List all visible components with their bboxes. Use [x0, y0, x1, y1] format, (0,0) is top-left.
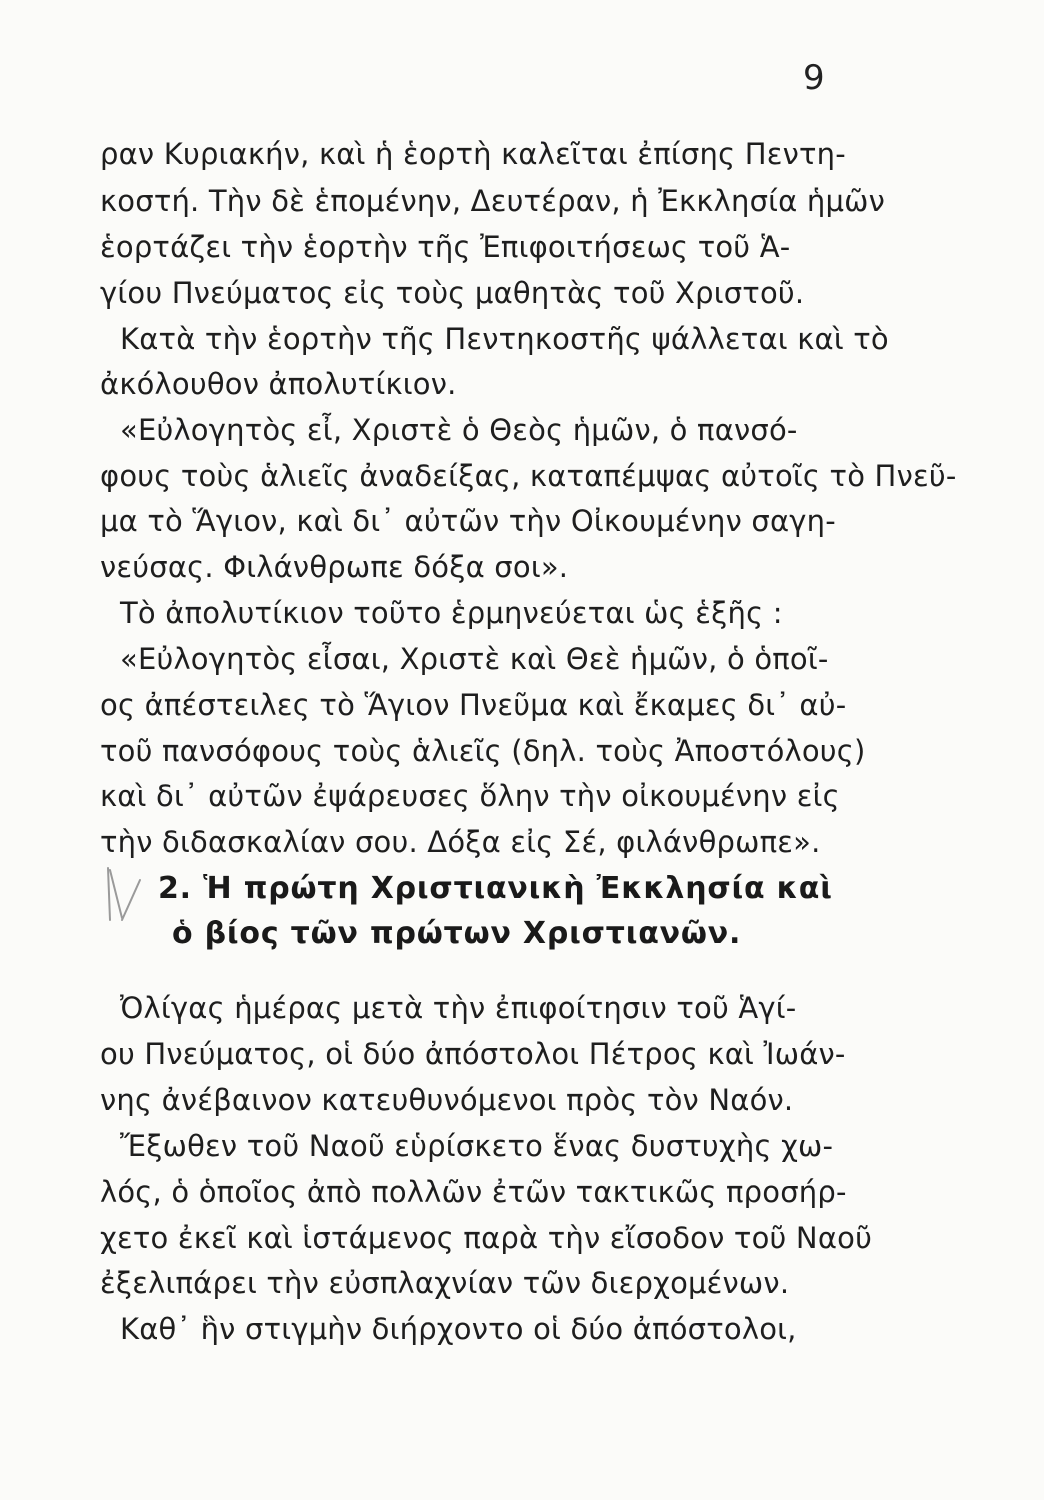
text-line: ος ἀπέστειλες τὸ Ἅγιον Πνεῦμα καὶ ἔκαμες δι᾽ αὐ- [100, 688, 847, 722]
text-line: νεύσας. Φιλάνθρωπε δόξα σοι». [100, 550, 569, 584]
text-line: γίου Πνεύματος εἰς τοὺς μαθητὰς τοῦ Χριστοῦ. [100, 276, 805, 310]
text-line: ἑορτάζει τὴν ἑορτὴν τῆς Ἐπιφοιτήσεως τοῦ Ἁ- [100, 230, 791, 264]
text-line: τοῦ πανσόφους τοὺς ἁλιεῖς (δηλ. τοὺς Ἀποστόλους) [100, 734, 866, 768]
text-line: Καθ᾽ ἣν στιγμὴν διήρχοντο οἱ δύο ἀπόστολοι, [120, 1312, 797, 1346]
text-line: Τὸ ἀπολυτίκιον τοῦτο ἑρμηνεύεται ὡς ἑξῆς : [120, 596, 783, 630]
text-line: νης ἀνέβαινον κατευθυνόμενοι πρὸς τὸν Ναόν. [100, 1083, 794, 1117]
text-line: τὴν διδασκαλίαν σου. Δόξα εἰς Σέ, φιλάνθρωπε». [100, 825, 821, 859]
text-line: ου Πνεύματος, οἱ δύο ἀπόστολοι Πέτρος καὶ Ἰωάν- [100, 1037, 846, 1071]
text-line: ἀκόλουθον ἀπολυτίκιον. [100, 367, 457, 401]
text-line: μα τὸ Ἅγιον, καὶ δι᾽ αὐτῶν τὴν Οἰκουμένην σαγη- [100, 504, 836, 538]
text-line: ἐξελιπάρει τὴν εὐσπλαχνίαν τῶν διερχομένων. [100, 1266, 790, 1300]
text-line: Κατὰ τὴν ἑορτὴν τῆς Πεντηκοστῆς ψάλλεται καὶ τὸ [120, 322, 889, 356]
page-number: 9 [803, 58, 825, 98]
text-line: φους τοὺς ἁλιεῖς ἀναδείξας, καταπέμψας αὐτοῖς τὸ Πνεῦ- [100, 459, 957, 493]
text-line: χετο ἐκεῖ καὶ ἱστάμενος παρὰ τὴν εἴσοδον τοῦ Ναοῦ [100, 1221, 873, 1255]
text-line: «Εὐλογητὸς εἶ, Χριστὲ ὁ Θεὸς ἡμῶν, ὁ πανσό- [120, 413, 798, 447]
text-line: καὶ δι᾽ αὐτῶν ἐψάρευσες ὅλην τὴν οἰκουμένην εἰς [100, 779, 840, 813]
section-heading-line-2: ὁ βίος τῶν πρώτων Χριστιανῶν. [172, 916, 742, 951]
text-line: «Εὐλογητὸς εἶσαι, Χριστὲ καὶ Θεὲ ἡμῶν, ὁ ὁποῖ- [120, 642, 829, 676]
text-line: ραν Κυριακήν, καὶ ἡ ἑορτὴ καλεῖται ἐπίσης Πεντη- [100, 137, 846, 171]
text-line: Ἔξωθεν τοῦ Ναοῦ εὑρίσκετο ἕνας δυστυχὴς χω- [120, 1129, 834, 1163]
text-line: κοστή. Τὴν δὲ ἑπομένην, Δευτέραν, ἡ Ἐκκλησία ἡμῶν [100, 184, 886, 218]
text-line: Ὀλίγας ἡμέρας μετὰ τὴν ἐπιφοίτησιν τοῦ Ἁγί- [120, 991, 797, 1025]
section-heading-line-1: 2. Ἡ πρώτη Χριστιανικὴ Ἐκκλησία καὶ [158, 871, 833, 906]
text-line: λός, ὁ ὁποῖος ἀπὸ πολλῶν ἐτῶν τακτικῶς προσήρ- [100, 1175, 847, 1209]
